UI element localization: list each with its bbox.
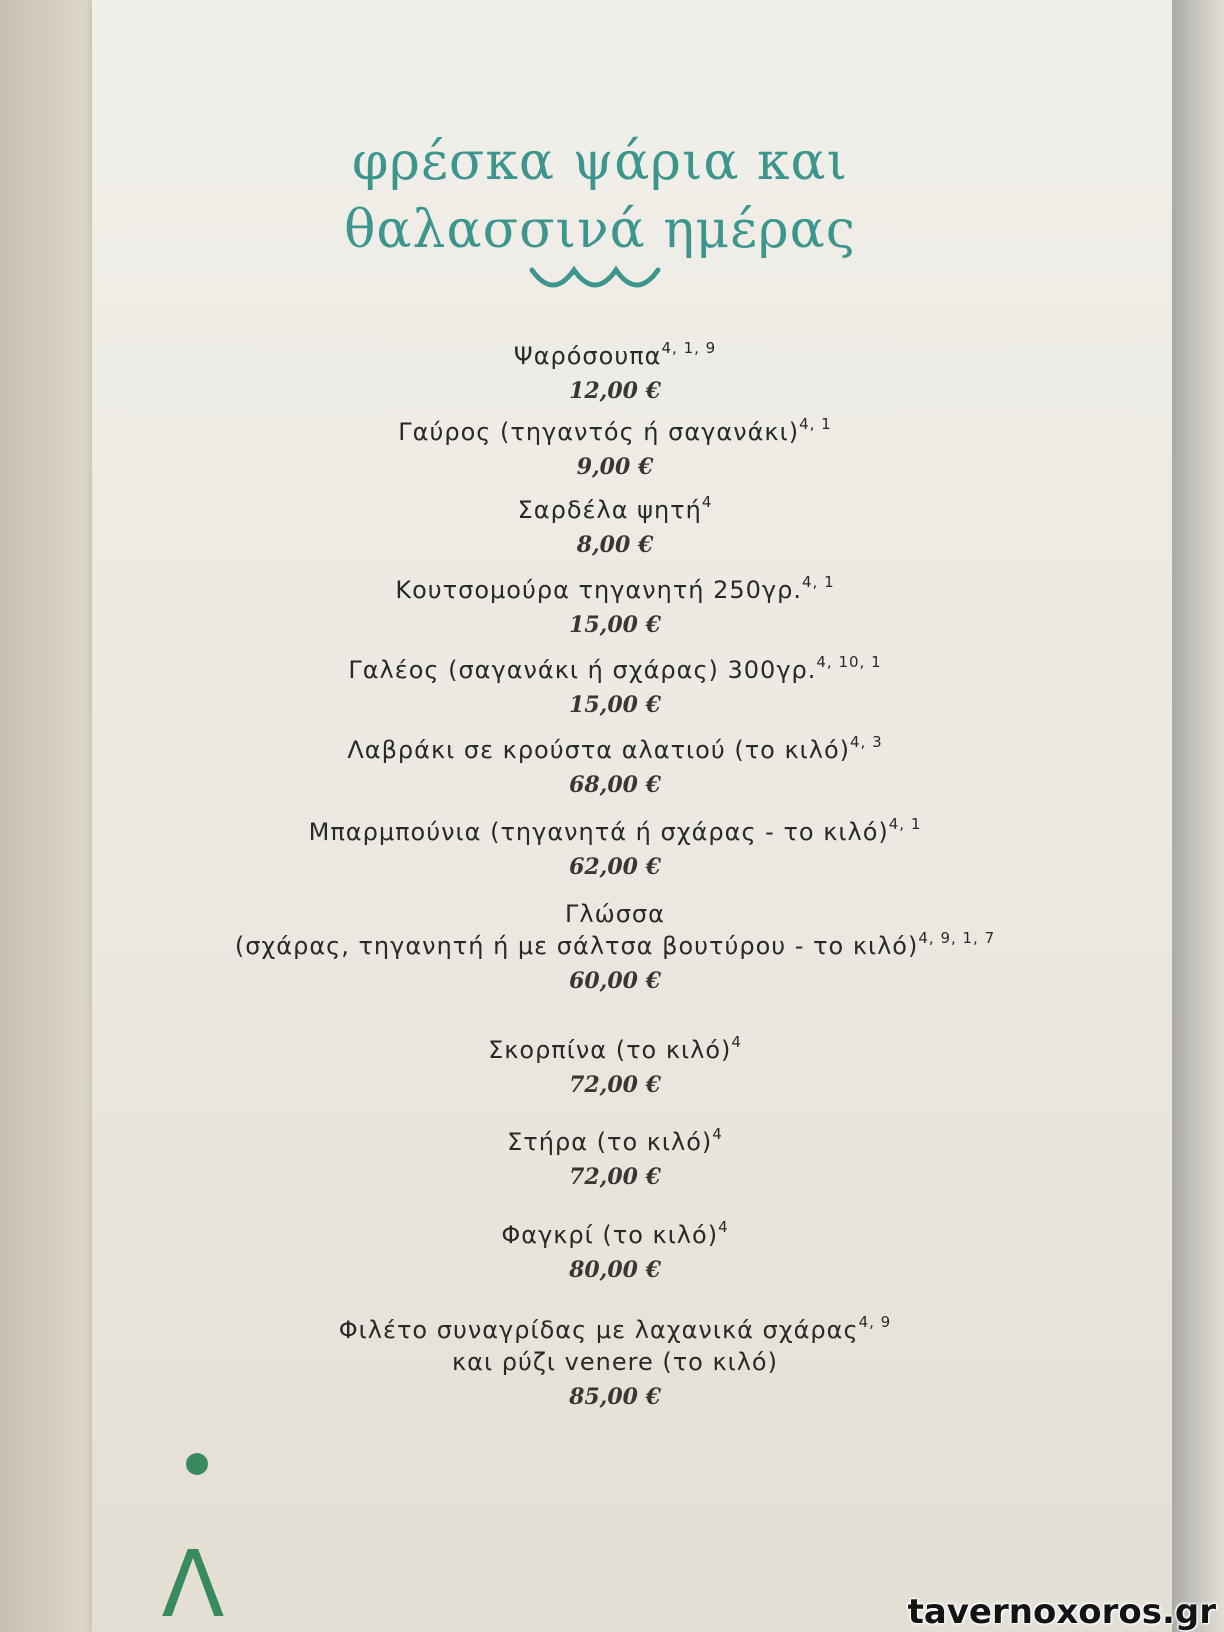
menu-item-price: 8,00 € [576,532,654,558]
watermark: tavernoxoros.gr [907,1592,1216,1632]
menu-item-allergens: 4, 1, 9 [661,339,717,357]
menu-item-name [200,654,1030,686]
menu-item-name [200,494,1030,526]
menu-item-allergens: 4, 9, 1, 7 [918,929,996,947]
menu-item-description [200,1346,1030,1378]
menu-item-name-text: Φιλέτο συναγρίδας με λαχανικά σχάρας [338,1316,859,1344]
menu-item-price: 62,00 € [569,854,661,880]
menu-item-price: 12,00 € [569,378,661,404]
svg-text:Λ: Λ [161,1531,225,1620]
menu-item-price: 15,00 € [569,612,661,638]
book-gutter [0,0,92,1632]
menu-item-name [200,1034,1030,1066]
menu-item-allergens: 4 [731,1033,742,1051]
menu-item-name-text: Σαρδέλα ψητή [517,496,702,524]
menu-item-allergens: 4, 9 [858,1313,892,1331]
menu-item-name-text: Σκορπίνα (το κιλό) [488,1036,732,1064]
page-title [300,128,900,264]
menu-item-name-text: Κουτσομούρα τηγανητή 250γρ. [395,576,802,604]
menu-item [200,415,1030,480]
menu-item-allergens: 4, 1 [799,415,832,433]
menu-item [200,1033,1030,1098]
logo-lambda [158,1530,228,1620]
menu-item-name [200,734,1030,766]
menu-item-price: 72,00 € [569,1072,661,1098]
menu-item-name [200,1126,1030,1158]
menu-item-name [200,898,1030,930]
wave-icon [528,262,668,296]
menu-item-name [200,1314,1030,1346]
menu-item-name [200,416,1030,448]
menu-item-price: 9,00 € [576,454,654,480]
menu-item-name-text: Γαλέος (σαγανάκι ή σχάρας) 300γρ. [348,656,817,684]
menu-item-price: 60,00 € [569,968,661,994]
title-line-2: θαλασσινά ημέρας [344,200,856,260]
menu-item-allergens: 4, 3 [850,733,883,751]
menu-item-allergens: 4, 1 [888,815,922,833]
menu-item [200,1125,1030,1190]
menu-item [200,733,1030,798]
menu-item-price: 80,00 € [569,1257,661,1283]
menu-item-name-text: Στήρα (το κιλό) [507,1128,713,1156]
menu-item-name-text: Γλώσσα [565,900,665,928]
menu-item [200,815,1030,880]
menu-item-name-text: Λαβράκι σε κρούστα αλατιού (το κιλό) [347,736,850,764]
menu-item [200,573,1030,638]
menu-item-name-text: Μπαρμπούνια (τηγανητά ή σχάρας - το κιλό) [308,818,889,846]
menu-item-description [200,930,1030,962]
menu-item [200,898,1030,994]
menu-item-name [200,816,1030,848]
menu-item-allergens: 4, 1 [802,573,835,591]
menu-item-name-text: Γαύρος (τηγαντός ή σαγανάκι) [398,418,800,446]
menu-item-allergens: 4 [718,1218,729,1236]
menu-item-price: 15,00 € [569,692,661,718]
menu-item [200,1313,1030,1410]
logo-dot [186,1453,208,1475]
menu-item-name [200,1219,1030,1251]
menu-item-price: 68,00 € [569,772,661,798]
menu-item [200,493,1030,558]
menu-item-name [200,574,1030,606]
menu-item [200,653,1030,718]
menu-item-description-text: και ρύζι venere (το κιλό) [452,1348,778,1376]
menu-item-allergens: 4, 10, 1 [816,653,882,671]
menu-item-price: 85,00 € [569,1384,661,1410]
menu-item [200,1218,1030,1283]
menu-item-allergens: 4 [712,1125,723,1143]
menu-item-name-text: Ψαρόσουπα [513,342,662,370]
menu-item-description-text: (σχάρας, τηγανητή ή με σάλτσα βουτύρου - το κιλό) [234,932,919,960]
menu-item-name-text: Φαγκρί (το κιλό) [501,1221,719,1249]
menu-item-allergens: 4 [701,493,713,511]
page-edge [1172,0,1224,1632]
menu-item [200,339,1030,404]
menu-item-price: 72,00 € [569,1164,661,1190]
title-line-1: φρέσκα ψάρια και [351,132,849,192]
menu-item-name [200,340,1030,372]
